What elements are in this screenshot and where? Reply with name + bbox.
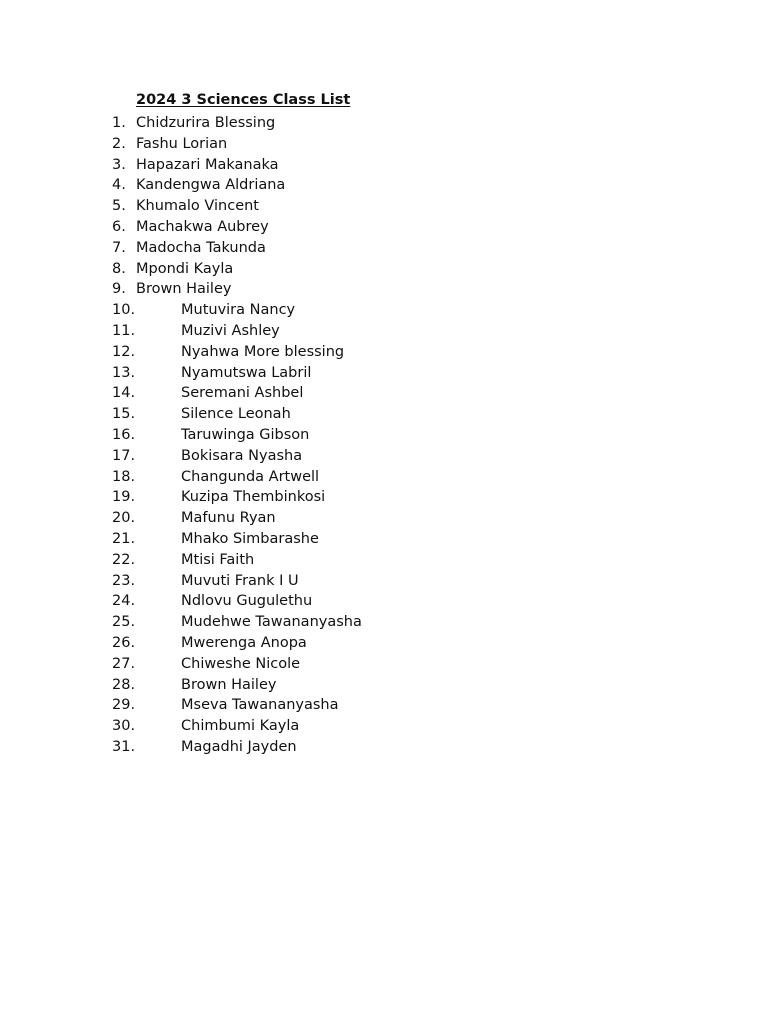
student-name: Khumalo Vincent [136, 198, 259, 215]
student-name: Muzivi Ashley [181, 322, 280, 339]
student-name: Silence Leonah [181, 406, 291, 423]
student-name: Ndlovu Gugulethu [181, 593, 313, 610]
list-item-number: 12. [112, 343, 136, 360]
list-item-number: 31. [112, 738, 136, 755]
student-name: Brown Hailey [136, 281, 232, 298]
list-item-number: 24. [112, 593, 136, 610]
student-name: Madocha Takunda [136, 239, 266, 256]
student-name: Magadhi Jayden [181, 738, 297, 755]
list-item-number: 3. [112, 156, 126, 173]
list-item-number: 21. [112, 530, 136, 547]
student-name: Chidzurira Blessing [136, 115, 276, 131]
list-item-number: 17. [112, 447, 136, 464]
list-item-number: 23. [112, 572, 136, 589]
student-name: Kandengwa Aldriana [136, 177, 286, 194]
student-name: Mpondi Kayla [136, 260, 234, 277]
list-item-number: 28. [112, 676, 136, 693]
student-name: Brown Hailey [181, 676, 277, 693]
student-name: Hapazari Makanaka [136, 156, 279, 173]
list-item-number: 22. [112, 551, 136, 568]
list-item-number: 2. [112, 135, 126, 152]
list-item-number: 4. [112, 177, 126, 194]
student-name: Machakwa Aubrey [136, 218, 269, 235]
list-item-number: 27. [112, 655, 136, 672]
list-item-number: 30. [112, 718, 136, 735]
student-name: Mafunu Ryan [181, 510, 276, 527]
list-item-number: 6. [112, 218, 126, 235]
list-item-number: 29. [112, 697, 136, 714]
student-name: Fashu Lorian [136, 135, 228, 152]
student-name: Mhako Simbarashe [181, 530, 319, 547]
student-name: Seremani Ashbel [181, 385, 304, 402]
page-title: 2024 3 Sciences Class List [136, 92, 351, 108]
student-name: Nyahwa More blessing [181, 343, 345, 360]
student-name: Chiweshe Nicole [181, 655, 301, 672]
student-name: Mutuvira Nancy [181, 302, 296, 319]
list-item-number: 7. [112, 239, 126, 256]
list-item-number: 15. [112, 406, 136, 423]
list-item-number: 5. [112, 198, 126, 215]
student-name: Taruwinga Gibson [181, 426, 310, 443]
list-item-number: 14. [112, 385, 136, 402]
student-name: Nyamutswa Labril [181, 364, 312, 381]
list-item-number: 1. [112, 115, 126, 131]
list-item-number: 20. [112, 510, 136, 527]
list-item-number: 8. [112, 260, 126, 277]
list-item-number: 18. [112, 468, 136, 485]
student-name: Bokisara Nyasha [181, 447, 303, 464]
student-name: Muvuti Frank I U [181, 572, 299, 589]
list-item-number: 26. [112, 634, 136, 651]
list-item-number: 25. [112, 614, 136, 631]
list-item-number: 11. [112, 322, 136, 339]
student-name: Mtisi Faith [181, 551, 255, 568]
list-item-number: 13. [112, 364, 136, 381]
list-item-number: 9. [112, 281, 126, 298]
student-name: Changunda Artwell [181, 468, 320, 485]
list-item-number: 19. [112, 489, 136, 506]
student-name: Mudehwe Tawananyasha [181, 614, 362, 631]
student-name: Mseva Tawananyasha [181, 697, 339, 714]
student-name: Chimbumi Kayla [181, 718, 300, 735]
list-item-number: 10. [112, 302, 136, 319]
student-name: Mwerenga Anopa [181, 634, 307, 651]
student-name: Kuzipa Thembinkosi [181, 489, 326, 506]
list-item-number: 16. [112, 426, 136, 443]
